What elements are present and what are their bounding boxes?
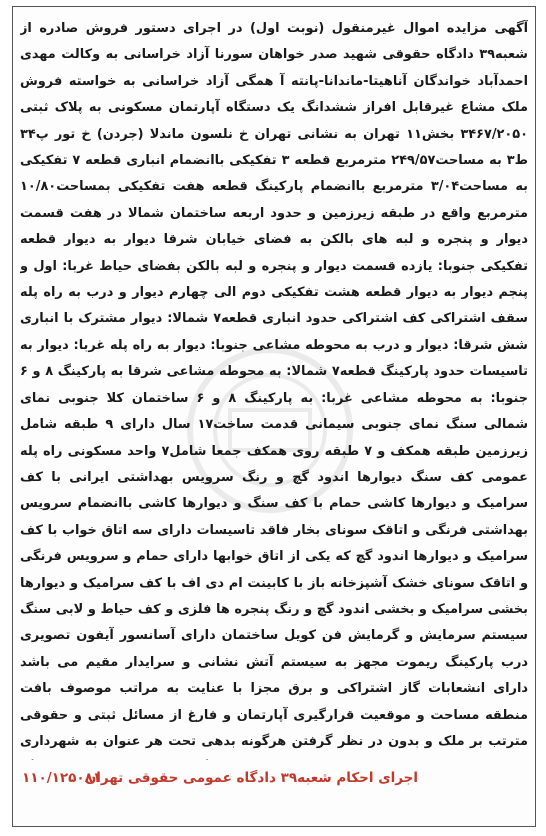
issuer-signature: اجرای احکام شعبه۳۹ دادگاه عمومی حقوقی تهران — [84, 770, 418, 786]
auction-notice-text — [20, 16, 528, 760]
reference-number: ۱۱۰/۱۲۵۰۸۱ — [22, 770, 102, 786]
notice-footer — [22, 770, 528, 794]
notice-paragraph: آگهی مزایده اموال غیرمنقول (نوبت اول) در اجرای دستور فروش صادره از شعبه۳۹ دادگاه حقوقی شهید صدر خواهان سورنا آزاد خراسانی به وکالت مهدی احمدآباد خواندگان آناهیتا-ماندانا-پانته آ همگی آزاد خراسانی به خواسته فروش ملک مشاع غیرقابل افراز ششدانگ یک دستگاه آپارتمان مسکونی به پلاک ثبتی ۳۴۶۷/۲۰۵۰ بخش۱۱ تهران به نشانی تهران خ نلسون ماندلا (جردن) خ تور پ۳۴ ط۳ به مساحت۲۴۹/۵۷ مترمربع قطعه ۳ تفکیکی باانضمام انباری قطعه ۷ تفکیکی به مساحت۳/۰۴ مترمربع باانضمام پارکینگ قطعه هفت تفکیکی بمساحت۱۰/۸۰ مترمربع واقع در طبقه زیرزمین و حدود اربعه ساختمان شمالا در هفت قسمت دیوار و پنجره و لبه های بالکن به فضای خیابان شرقا دیوار به دیوار قطعه تفکیکی جنوبا: یازده قسمت دیوار و پنجره و لبه بالکن بفضای حیاط غربا: اول و پنجم دیوار به دیوار قطعه هشت تفکیکی دوم الی چهارم دیوار و درب به راه پله سقف اشتراکی کف اشتراکی حدود انباری قطعه۷ شمالا: دیوار مشترک با انباری شش شرقا: دیوار و درب به محوطه مشاعی جنوبا: دیوار به راه پله غربا: دیوار به تاسیسات حدود پارکینگ قطعه۷ شمالا: به محوطه مشاعی شرقا به پارکینگ ۸ و ۶ جنوبا: به محوطه مشاعی غربا: به پارکینگ ۸ و ۶ ساختمان کلا جنوبی نمای شمالی سنگ نمای جنوبی سیمانی قدمت ساخت۱۷ سال دارای ۹ طبقه شامل زیرزمین طبقه همکف و ۷ طبقه روی همکف جمعا شامل۷ واحد مسکونی راه پله عمومی کف سنگ دیوارها اندود گچ و رنگ سرویس بهداشتی ایرانی با کف سرامیک و دیوارها کاشی حمام با کف سنگ و دیوارها کاشی باانضمام سرویس بهداشتی فرنگی و اتاقک سونای بخار فاقد تاسیسات دارای سه اتاق خواب با کف سرامیک و دیوارها اندود گچ که یکی از اتاق خوابها دارای حمام و سرویس فرنگی و اتاقک سونای خشک آشپزخانه باز با کابینت ام دی اف با کف سرامیک و دیوارها بخشی سرامیک و بخشی اندود گچ و رنگ پنجره ها فلزی و کف حیاط و لابی سنگ سیستم سرمایش و گرمایش فن کویل ساختمان دارای آسانسور آیفون تصویری درب پارکینگ ریموت مجهز به سیستم آتش نشانی و سرایدار مقیم می باشد دارای انشعابات گاز اشتراکی و برق مجزا با عنایت به مراتب موصوف بافت منطقه مساحت و موقعیت قرارگیری آپارتمان و فارغ از مسائل ثبتی و حقوقی مترتب بر ملک و بدون در نظر گرفتن هرگونه بدهی تحت هر عنوان به شهرداری — [20, 21, 528, 749]
